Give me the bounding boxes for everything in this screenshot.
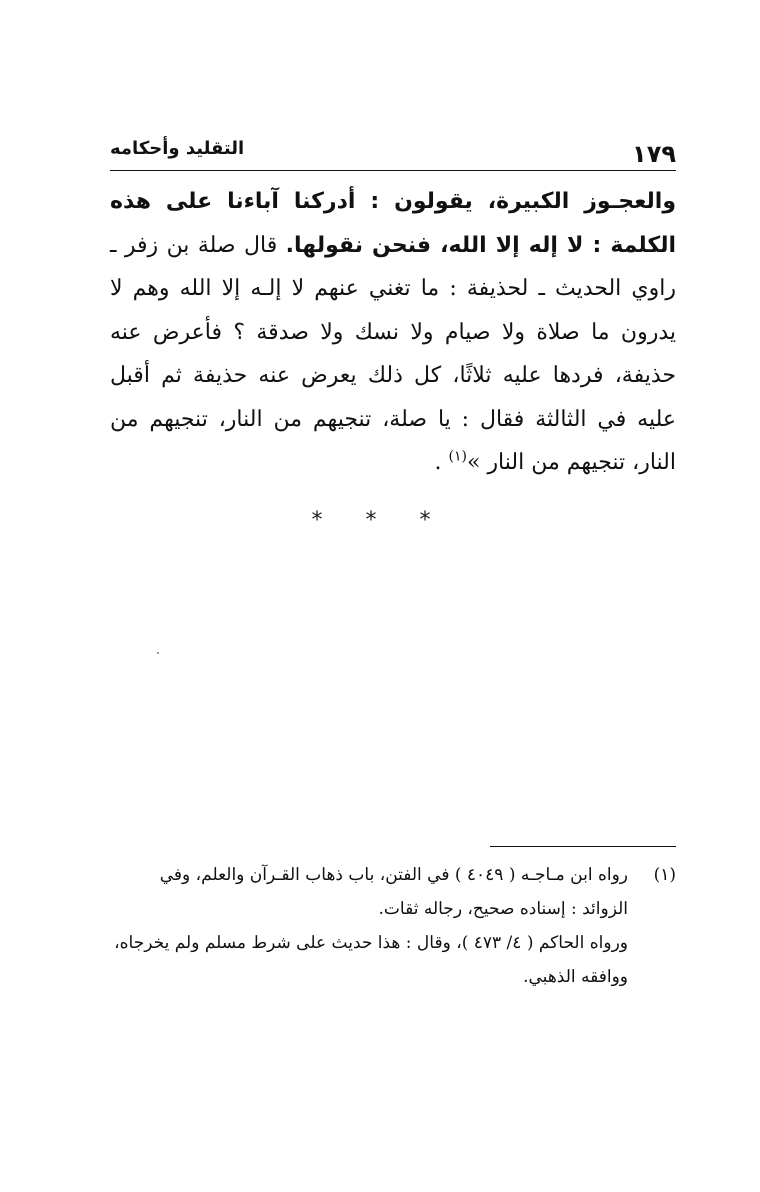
footnote-rule xyxy=(490,846,676,847)
footnote-number: (١) xyxy=(653,865,676,885)
footnote-body xyxy=(110,858,632,994)
footnote-paragraph: رواه ابن مـاجـه ( ٤٠٤٩ ) في الفتن، باب ذهاب القـرآن والعلم، وفي الزوائد : إسناده صحيح، رجاله ثقات. xyxy=(159,865,628,919)
footnote-paragraph: ورواه الحاكم ( ٤/ ٤٧٣ )، وقال : هذا حديث على شرط مسلم ولم يخرجاه، ووافقه الذهبي. xyxy=(114,933,628,987)
footnotes xyxy=(110,858,676,994)
stray-dot xyxy=(157,652,159,654)
page-header xyxy=(110,134,676,171)
section-separator: * * * xyxy=(311,508,449,533)
footnote-item xyxy=(110,858,676,994)
end-mark: . xyxy=(434,450,449,475)
bold-text-segment: والعجـوز الكبيرة، يقولون : أدركنا آباءنا على هذه الكلمة : لا إله إلا الله، فنحن نقولها. xyxy=(110,189,676,258)
footnote-reference: (١) xyxy=(448,448,467,465)
main-paragraph xyxy=(110,180,676,485)
running-title: التقليد وأحكامه xyxy=(110,138,245,159)
main-text xyxy=(110,180,676,485)
regular-text-segment: قال صلة بن زفر ـ راوي الحديث ـ لحذيفة : ما تغني عنهم لا إلـه إلا الله وهم لا يدرون ما صلاة ولا صيام ولا نسك ولا صدقة ؟ فأعرض عنه حذيفة، فردها عليه ثلاثًا، كل ذلك يعرض عنه حذيفة ثم أقبل عليه في الثالثة فقال : يا صلة، تنجيهم من النار، تنجيهم من النار، تنجيهم من النار » xyxy=(110,232,676,475)
page-number: ١٧٩ xyxy=(632,140,676,168)
